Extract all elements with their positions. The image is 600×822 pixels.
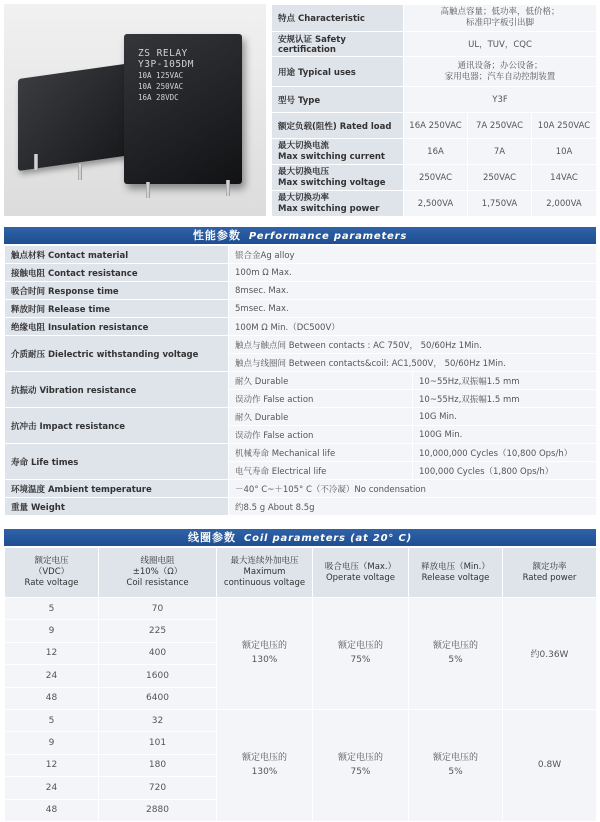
spec-value-line: 标准印字板引出脚 [466, 18, 535, 28]
merge-line: 额定电压的 [241, 641, 287, 652]
coil-release [409, 598, 503, 710]
perf-value: 8msec. Max. [229, 282, 597, 300]
perf-sub-label: 耐久 Durable [229, 408, 413, 426]
spec-label-cn: 最大切换电流 [278, 140, 330, 151]
relay-pin [146, 182, 150, 198]
performance-section-header [4, 227, 596, 244]
merge-line: 额定电压的 [432, 753, 478, 764]
coil-voltage: 9 [5, 732, 99, 754]
coil-resistance: 6400 [99, 687, 217, 709]
perf-label: 介质耐压 Dielectric withstanding voltage [5, 336, 229, 372]
coil-voltage: 24 [5, 665, 99, 687]
spec-value: 16A 250VAC [404, 113, 468, 139]
perf-label: 绝缘电阻 Insulation resistance [5, 318, 229, 336]
perf-value: 约8.5 g About 8.5g [229, 498, 597, 516]
relay-rating-3: 16A 28VDC [138, 93, 179, 102]
perf-value: 10~55Hz,双振幅1.5 mm [413, 390, 597, 408]
merge-line: 5% [448, 655, 463, 666]
perf-label: 触点材料 Contact material [5, 246, 229, 264]
perf-label: 重量 Weight [5, 498, 229, 516]
coil-resistance: 400 [99, 642, 217, 664]
spec-label [272, 165, 404, 191]
coil-resistance: 1600 [99, 665, 217, 687]
relay-body-front [124, 34, 242, 184]
performance-table [4, 245, 597, 516]
relay-pin [34, 154, 38, 170]
spec-value-line: 高触点容量；低功率，低价格； [440, 7, 560, 17]
col-unit: ±10%（Ω） [132, 567, 183, 577]
product-photo [4, 4, 266, 216]
perf-value: 10~55Hz,双振幅1.5 mm [413, 372, 597, 390]
perf-sub-label: 误动作 False action [229, 426, 413, 444]
spec-row-rated-load [272, 113, 597, 139]
perf-sub-label: 电气寿命 Electrical life [229, 462, 413, 480]
perf-value: 5msec. Max. [229, 300, 597, 318]
coil-power: 0.8W [503, 709, 597, 821]
perf-label: 抗冲击 Impact resistance [5, 408, 229, 444]
perf-value: 100M Ω Min.（DC500V） [229, 318, 597, 336]
spec-label-cn: 最大切换电压 [278, 166, 330, 177]
perf-sub-label: 耐久 Durable [229, 372, 413, 390]
perf-row [5, 282, 597, 300]
merge-line: 130% [251, 767, 278, 778]
coil-resistance: 101 [99, 732, 217, 754]
perf-value: 10,000,000 Cycles（10,800 Ops/h） [413, 444, 597, 462]
merge-line: 额定电压的 [337, 753, 383, 764]
perf-row [5, 444, 597, 462]
perf-row [5, 318, 597, 336]
spec-value: 1,750VA [468, 191, 532, 217]
col-rate-voltage [5, 548, 99, 598]
col-cn: 线圈电阻 [140, 556, 175, 566]
perf-row [5, 264, 597, 282]
spec-value: 14VAC [532, 165, 597, 191]
spec-value: 10A [532, 139, 597, 165]
spec-label [272, 191, 404, 217]
merge-line: 75% [350, 655, 371, 666]
col-cn: 额定电压 [34, 556, 69, 566]
merge-line: 75% [350, 767, 371, 778]
spec-label [272, 139, 404, 165]
col-operate-voltage [313, 548, 409, 598]
spec-row-max-current [272, 139, 597, 165]
perf-value: －40° C~＋105° C（不冷凝）No condensation [229, 480, 597, 498]
spec-row-safety [272, 32, 597, 57]
coil-voltage: 24 [5, 777, 99, 799]
merge-line: 额定电压的 [337, 641, 383, 652]
spec-row-type [272, 87, 597, 113]
perf-label: 寿命 Life times [5, 444, 229, 480]
perf-label: 接触电阻 Contact resistance [5, 264, 229, 282]
merge-line: 额定电压的 [241, 753, 287, 764]
col-unit: （VDC） [33, 567, 70, 577]
coil-header-row [5, 548, 597, 598]
spec-label: 额定负载(阻性) Rated load [272, 113, 404, 139]
coil-power: 约0.36W [503, 598, 597, 710]
spec-table [271, 4, 597, 217]
spec-value: 2,000VA [532, 191, 597, 217]
relay-model: Y3P-105DM [138, 59, 194, 70]
coil-row [5, 598, 597, 620]
col-en: Rated power [522, 572, 577, 583]
perf-value: 触点与线圈间 Between contacts&coil: AC1,500V， 50/60Hz 1Min. [229, 354, 597, 372]
coil-resistance: 2880 [99, 799, 217, 821]
coil-header-en: Coil parameters (at 20° C) [244, 533, 412, 544]
spec-label: 安规认证 Safety certification [272, 32, 404, 57]
perf-label: 吸合时间 Response time [5, 282, 229, 300]
spec-value: Y3F [404, 87, 597, 113]
col-en: Maximum [243, 567, 286, 577]
spec-value: 250VAC [404, 165, 468, 191]
coil-max-continuous [217, 709, 313, 821]
perf-value: 触点与触点间 Between contacts : AC 750V， 50/60Hz 1Min. [229, 336, 597, 354]
coil-voltage: 12 [5, 642, 99, 664]
spec-row-max-power [272, 191, 597, 217]
coil-voltage: 5 [5, 709, 99, 731]
col-cn: 吸合电压（Max.） [324, 561, 397, 572]
perf-sub-label: 误动作 False action [229, 390, 413, 408]
perf-row [5, 336, 597, 354]
perf-row [5, 372, 597, 390]
perf-row [5, 498, 597, 516]
spec-value: 10A 250VAC [532, 113, 597, 139]
perf-value: 银合金Ag alloy [229, 246, 597, 264]
perf-sub-label: 机械寿命 Mechanical life [229, 444, 413, 462]
coil-voltage: 48 [5, 687, 99, 709]
perf-row [5, 246, 597, 264]
spec-value-line: 家用电器；汽车自动控制装置 [444, 71, 556, 82]
spec-label: 型号 Type [272, 87, 404, 113]
coil-voltage: 5 [5, 598, 99, 620]
col-en: Release voltage [421, 572, 490, 583]
merge-line: 130% [251, 655, 278, 666]
perf-row [5, 408, 597, 426]
col-cn: 释放电压（Min.） [421, 561, 490, 572]
coil-voltage: 9 [5, 620, 99, 642]
spec-value: 7A 250VAC [468, 113, 532, 139]
perf-label: 环境温度 Ambient temperature [5, 480, 229, 498]
coil-header-cn: 线圈参数 [188, 531, 237, 544]
col-en: Coil resistance [126, 578, 189, 588]
col-en: Rate voltage [24, 578, 79, 588]
col-max-continuous [217, 548, 313, 598]
col-cn: 最大连续外加电压 [230, 556, 299, 566]
performance-header-en: Performance parameters [248, 231, 408, 242]
relay-rating-1: 10A 125VAC [138, 71, 184, 80]
col-en: Operate voltage [325, 572, 396, 583]
coil-resistance: 180 [99, 754, 217, 776]
coil-resistance: 70 [99, 598, 217, 620]
col-coil-resistance [99, 548, 217, 598]
col-en: continuous voltage [223, 578, 306, 588]
perf-label: 抗振动 Vibration resistance [5, 372, 229, 408]
coil-operate [313, 709, 409, 821]
relay-print [138, 48, 232, 103]
spec-value: 7A [468, 139, 532, 165]
coil-resistance: 32 [99, 709, 217, 731]
relay-brand: ZS RELAY [138, 48, 188, 59]
coil-row [5, 709, 597, 731]
coil-max-continuous [217, 598, 313, 710]
spec-value [404, 57, 597, 87]
coil-voltage: 12 [5, 754, 99, 776]
spec-value [404, 5, 597, 32]
spec-row-max-voltage [272, 165, 597, 191]
spec-value-line: 通讯设备；办公设备； [457, 60, 543, 71]
coil-operate [313, 598, 409, 710]
relay-pin [78, 164, 82, 180]
perf-label: 释放时间 Release time [5, 300, 229, 318]
spec-label-cn: 最大切换功率 [278, 192, 330, 203]
coil-voltage: 48 [5, 799, 99, 821]
spec-label: 特点 Characteristic [272, 5, 404, 32]
spec-label-en: Max switching power [278, 203, 380, 214]
coil-resistance: 225 [99, 620, 217, 642]
spec-label-en: Max switching voltage [278, 177, 386, 188]
coil-release [409, 709, 503, 821]
perf-row [5, 480, 597, 498]
perf-value: 100m Ω Max. [229, 264, 597, 282]
relay-rating-2: 10A 250VAC [138, 82, 184, 91]
col-release-voltage [409, 548, 503, 598]
spec-value: 2,500VA [404, 191, 468, 217]
coil-resistance: 720 [99, 777, 217, 799]
spec-label-en: Max switching current [278, 151, 385, 162]
spec-row-characteristic [272, 5, 597, 32]
spec-value: 16A [404, 139, 468, 165]
spec-value: UL，TUV，CQC [404, 32, 597, 57]
coil-section-header [4, 529, 596, 546]
col-rated-power [503, 548, 597, 598]
spec-label: 用途 Typical uses [272, 57, 404, 87]
spec-value: 250VAC [468, 165, 532, 191]
perf-row [5, 300, 597, 318]
perf-value: 10G Min. [413, 408, 597, 426]
merge-line: 5% [448, 767, 463, 778]
performance-header-cn: 性能参数 [192, 229, 241, 242]
coil-table [4, 547, 597, 822]
relay-pin [226, 180, 230, 196]
perf-value: 100G Min. [413, 426, 597, 444]
merge-line: 额定电压的 [432, 641, 478, 652]
spec-row-uses [272, 57, 597, 87]
perf-value: 100,000 Cycles（1,800 Ops/h） [413, 462, 597, 480]
col-cn: 额定功率 [532, 561, 567, 572]
